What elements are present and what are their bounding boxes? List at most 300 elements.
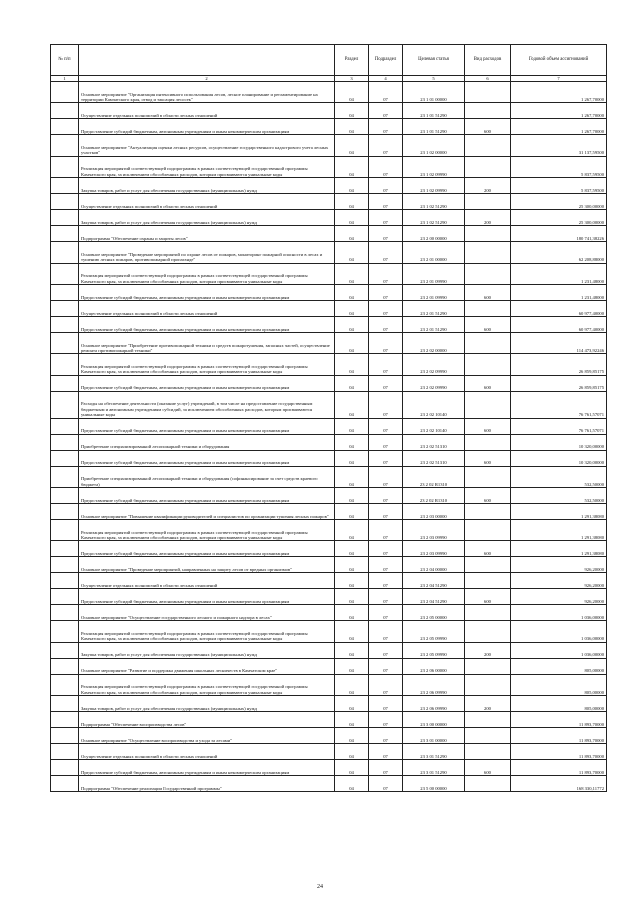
row-csr-cell: 23 2 02 00000 — [403, 332, 465, 353]
row-sum-cell: 805,00000 — [511, 674, 607, 695]
row-razdel-cell: 04 — [335, 487, 369, 503]
row-vr-cell — [465, 674, 511, 695]
row-razdel-cell: 04 — [335, 605, 369, 621]
row-name-cell: Предоставление субсидий бюджетным, автономным учреждениям и иным некоммерческим организациям — [79, 450, 335, 466]
row-number-cell — [51, 226, 79, 242]
table-row — [51, 284, 607, 300]
row-razdel-cell: 04 — [335, 242, 369, 263]
row-vr-cell — [465, 776, 511, 792]
row-vr-cell — [465, 391, 511, 418]
row-number-cell — [51, 194, 79, 210]
row-csr-cell: 23 3 01 00000 — [403, 728, 465, 744]
row-razdel-cell: 04 — [335, 316, 369, 332]
row-vr-cell — [465, 503, 511, 519]
row-csr-cell: 23 3 01 51290 — [403, 760, 465, 776]
row-podrazdel-cell: 07 — [369, 103, 403, 119]
row-podrazdel-cell: 07 — [369, 354, 403, 375]
row-name-cell: Основное мероприятие "Повышение квалификации руководителей и специалистов по организации тушения лесных пожаров" — [79, 503, 335, 519]
row-sum-cell: 1 267,70000 — [511, 103, 607, 119]
budget-table — [50, 44, 607, 792]
table-row — [51, 712, 607, 728]
row-podrazdel-cell: 07 — [369, 119, 403, 135]
row-vr-cell: 600 — [465, 375, 511, 391]
row-razdel-cell: 04 — [335, 744, 369, 760]
row-number-cell — [51, 589, 79, 605]
row-number-cell — [51, 658, 79, 674]
document-page — [50, 44, 606, 792]
row-number-cell — [51, 760, 79, 776]
row-podrazdel-cell: 07 — [369, 712, 403, 728]
row-name-cell: Предоставление субсидий бюджетным, автономным учреждениям и иным некоммерческим организациям — [79, 541, 335, 557]
row-podrazdel-cell: 07 — [369, 466, 403, 487]
row-vr-cell: 600 — [465, 284, 511, 300]
table-row — [51, 135, 607, 156]
row-sum-cell: 11 893,70000 — [511, 712, 607, 728]
row-razdel-cell: 04 — [335, 194, 369, 210]
row-number-cell — [51, 450, 79, 466]
row-name-cell: Закупка товаров, работ и услуг для обеспечения государственных (муниципальных) нужд — [79, 642, 335, 658]
row-csr-cell: 23 2 06 09990 — [403, 674, 465, 695]
row-sum-cell: 168 330,11772 — [511, 776, 607, 792]
row-vr-cell: 600 — [465, 316, 511, 332]
row-csr-cell: 23 1 02 00000 — [403, 135, 465, 156]
table-row — [51, 119, 607, 135]
row-podrazdel-cell: 07 — [369, 194, 403, 210]
row-name-cell: Осуществление отдельных полномочий в области лесных отношений — [79, 194, 335, 210]
row-name-cell: Основное мероприятие "Развитие и поддержка движения школьных лесничеств в Камчатском крае" — [79, 658, 335, 674]
row-razdel-cell: 04 — [335, 621, 369, 642]
column-number: 4 — [369, 76, 403, 82]
row-sum-cell: 1 231,48000 — [511, 284, 607, 300]
table-row — [51, 300, 607, 316]
row-number-cell — [51, 728, 79, 744]
row-vr-cell — [465, 135, 511, 156]
table-row — [51, 487, 607, 503]
row-vr-cell — [465, 82, 511, 103]
table-row — [51, 589, 607, 605]
row-sum-cell: 26 859,85175 — [511, 375, 607, 391]
row-vr-cell: 200 — [465, 642, 511, 658]
row-podrazdel-cell: 07 — [369, 316, 403, 332]
row-name-cell: Основное мероприятие "Организация интенсивного использования лесов, лесное планирование и регламентирование на территории Камчатского края, отвод и таксация лесосек" — [79, 82, 335, 103]
row-podrazdel-cell: 07 — [369, 674, 403, 695]
row-razdel-cell: 04 — [335, 332, 369, 353]
row-podrazdel-cell: 07 — [369, 776, 403, 792]
column-number: 2 — [79, 76, 335, 82]
row-csr-cell: 23 1 01 51290 — [403, 119, 465, 135]
row-csr-cell: 23 2 02 R1310 — [403, 487, 465, 503]
row-name-cell: Подпрограмма "Обеспечение реализации Государственной программы" — [79, 776, 335, 792]
row-name-cell: Приобретение специализированной лесопожарной техники и оборудования — [79, 434, 335, 450]
row-name-cell: Предоставление субсидий бюджетным, автономным учреждениям и иным некоммерческим организациям — [79, 316, 335, 332]
row-number-cell — [51, 519, 79, 540]
row-vr-cell — [465, 103, 511, 119]
row-csr-cell: 23 1 02 51290 — [403, 194, 465, 210]
row-podrazdel-cell: 07 — [369, 541, 403, 557]
table-row — [51, 744, 607, 760]
row-vr-cell — [465, 354, 511, 375]
row-vr-cell — [465, 605, 511, 621]
row-razdel-cell: 04 — [335, 466, 369, 487]
row-razdel-cell: 04 — [335, 263, 369, 284]
row-name-cell: Приобретение специализированной лесопожарной техники и оборудования (софинансирование за счет средств краевого бюджета) — [79, 466, 335, 487]
row-vr-cell — [465, 332, 511, 353]
table-row — [51, 263, 607, 284]
table-row — [51, 696, 607, 712]
row-podrazdel-cell: 07 — [369, 178, 403, 194]
row-podrazdel-cell: 07 — [369, 487, 403, 503]
row-name-cell: Реализация мероприятий соответствующей подпрограммы в рамках соответствующей государственной программы Камчатского края, за исключением обособленных расходов, которым присваиваются уникальные коды — [79, 519, 335, 540]
row-number-cell — [51, 776, 79, 792]
row-razdel-cell: 04 — [335, 119, 369, 135]
row-podrazdel-cell: 07 — [369, 418, 403, 434]
table-row — [51, 391, 607, 418]
row-sum-cell: 76 761,57071 — [511, 418, 607, 434]
row-name-cell: Осуществление отдельных полномочий в области лесных отношений — [79, 573, 335, 589]
row-csr-cell: 23 1 02 09990 — [403, 178, 465, 194]
row-sum-cell: 1 036,00000 — [511, 621, 607, 642]
table-row — [51, 178, 607, 194]
row-podrazdel-cell: 07 — [369, 156, 403, 177]
header-vr: Вид расходов — [465, 45, 511, 76]
row-vr-cell — [465, 573, 511, 589]
row-razdel-cell: 04 — [335, 82, 369, 103]
row-number-cell — [51, 391, 79, 418]
row-razdel-cell: 04 — [335, 696, 369, 712]
row-sum-cell: 1 291,38080 — [511, 541, 607, 557]
row-csr-cell: 23 2 03 09990 — [403, 519, 465, 540]
table-row — [51, 760, 607, 776]
row-sum-cell: 805,00000 — [511, 658, 607, 674]
row-name-cell: Реализация мероприятий соответствующей подпрограммы в рамках соответствующей государственной программы Камчатского края, за исключением обособленных расходов, которым присваиваются уникальные коды — [79, 674, 335, 695]
row-name-cell: Реализация мероприятий соответствующей подпрограммы в рамках соответствующей государственной программы Камчатского края, за исключением обособленных расходов, которым присваиваются уникальные коды — [79, 263, 335, 284]
row-csr-cell: 23 2 03 00000 — [403, 503, 465, 519]
row-name-cell: Закупка товаров, работ и услуг для обеспечения государственных (муниципальных) нужд — [79, 178, 335, 194]
row-podrazdel-cell: 07 — [369, 300, 403, 316]
table-row — [51, 103, 607, 119]
table-row — [51, 418, 607, 434]
row-name-cell: Предоставление субсидий бюджетным, автономным учреждениям и иным некоммерческим организациям — [79, 760, 335, 776]
header-sum: Годовой объем ассигнований — [511, 45, 607, 76]
row-csr-cell: 23 2 05 00000 — [403, 605, 465, 621]
row-vr-cell: 600 — [465, 418, 511, 434]
row-razdel-cell: 04 — [335, 658, 369, 674]
table-row — [51, 375, 607, 391]
row-number-cell — [51, 487, 79, 503]
row-csr-cell: 23 3 01 51290 — [403, 744, 465, 760]
row-podrazdel-cell: 07 — [369, 82, 403, 103]
row-number-cell — [51, 434, 79, 450]
row-name-cell: Предоставление субсидий бюджетным, автономным учреждениям и иным некоммерческим организациям — [79, 487, 335, 503]
row-podrazdel-cell: 07 — [369, 589, 403, 605]
row-name-cell: Основное мероприятие "Проведение мероприятий, направленных на защиту лесов от вредных организмов" — [79, 557, 335, 573]
table-row — [51, 621, 607, 642]
row-razdel-cell: 04 — [335, 519, 369, 540]
row-vr-cell: 200 — [465, 178, 511, 194]
row-vr-cell — [465, 519, 511, 540]
row-sum-cell: 25 300,00000 — [511, 194, 607, 210]
table-row — [51, 226, 607, 242]
row-vr-cell — [465, 621, 511, 642]
row-sum-cell: 926,20000 — [511, 557, 607, 573]
column-number: 7 — [511, 76, 607, 82]
row-sum-cell: 11 893,70000 — [511, 744, 607, 760]
row-razdel-cell: 04 — [335, 541, 369, 557]
table-row — [51, 658, 607, 674]
row-number-cell — [51, 354, 79, 375]
row-number-cell — [51, 284, 79, 300]
row-podrazdel-cell: 07 — [369, 519, 403, 540]
row-name-cell: Основное мероприятие "Проведение мероприятий по охране лесов от пожаров, мониторинг пожарной опасности в лесах и тушению лесных пожаров, противопожарной пропаганде" — [79, 242, 335, 263]
row-razdel-cell: 04 — [335, 178, 369, 194]
row-podrazdel-cell: 07 — [369, 642, 403, 658]
row-razdel-cell: 04 — [335, 226, 369, 242]
table-row — [51, 642, 607, 658]
row-podrazdel-cell: 07 — [369, 210, 403, 226]
row-number-cell — [51, 642, 79, 658]
row-number-cell — [51, 503, 79, 519]
row-podrazdel-cell: 07 — [369, 621, 403, 642]
row-name-cell: Реализация мероприятий соответствующей подпрограммы в рамках соответствующей государственной программы Камчатского края, за исключением обособленных расходов, которым присваиваются уникальные коды — [79, 354, 335, 375]
row-csr-cell: 23 2 01 09990 — [403, 263, 465, 284]
row-csr-cell: 23 2 05 09990 — [403, 621, 465, 642]
row-sum-cell: 25 300,00000 — [511, 210, 607, 226]
row-sum-cell: 11 893,70000 — [511, 760, 607, 776]
row-razdel-cell: 04 — [335, 354, 369, 375]
row-name-cell: Предоставление субсидий бюджетным, автономным учреждениям и иным некоммерческим организациям — [79, 589, 335, 605]
table-row — [51, 573, 607, 589]
row-name-cell: Предоставление субсидий бюджетным, автономным учреждениям и иным некоммерческим организациям — [79, 119, 335, 135]
row-number-cell — [51, 210, 79, 226]
row-name-cell: Реализация мероприятий соответствующей подпрограммы в рамках соответствующей государственной программы Камчатского края, за исключением обособленных расходов, которым присваиваются уникальные коды — [79, 156, 335, 177]
table-row — [51, 316, 607, 332]
row-vr-cell: 600 — [465, 589, 511, 605]
row-csr-cell: 23 1 01 51290 — [403, 103, 465, 119]
row-razdel-cell: 04 — [335, 712, 369, 728]
row-podrazdel-cell: 07 — [369, 375, 403, 391]
row-name-cell: Осуществление отдельных полномочий в области лесных отношений — [79, 744, 335, 760]
row-razdel-cell: 04 — [335, 375, 369, 391]
table-row — [51, 557, 607, 573]
row-sum-cell: 10 320,00000 — [511, 434, 607, 450]
row-podrazdel-cell: 07 — [369, 226, 403, 242]
row-sum-cell: 114 473,92246 — [511, 332, 607, 353]
row-razdel-cell: 04 — [335, 300, 369, 316]
row-podrazdel-cell: 07 — [369, 557, 403, 573]
row-razdel-cell: 04 — [335, 135, 369, 156]
table-row — [51, 332, 607, 353]
row-vr-cell: 200 — [465, 696, 511, 712]
row-vr-cell — [465, 658, 511, 674]
row-name-cell: Предоставление субсидий бюджетным, автономным учреждениям и иным некоммерческим организациям — [79, 284, 335, 300]
row-razdel-cell: 04 — [335, 642, 369, 658]
row-sum-cell: 11 893,70000 — [511, 728, 607, 744]
row-number-cell — [51, 712, 79, 728]
table-row — [51, 434, 607, 450]
row-razdel-cell: 04 — [335, 210, 369, 226]
row-csr-cell: 23 2 01 51290 — [403, 316, 465, 332]
row-sum-cell: 1 267,70000 — [511, 119, 607, 135]
row-name-cell: Предоставление субсидий бюджетным, автономным учреждениям и иным некоммерческим организациям — [79, 418, 335, 434]
row-number-cell — [51, 744, 79, 760]
row-podrazdel-cell: 07 — [369, 263, 403, 284]
row-vr-cell — [465, 712, 511, 728]
row-razdel-cell: 04 — [335, 284, 369, 300]
row-vr-cell — [465, 434, 511, 450]
row-number-cell — [51, 466, 79, 487]
row-podrazdel-cell: 07 — [369, 450, 403, 466]
row-csr-cell: 23 2 05 09990 — [403, 642, 465, 658]
row-podrazdel-cell: 07 — [369, 744, 403, 760]
table-row — [51, 194, 607, 210]
table-row — [51, 450, 607, 466]
row-podrazdel-cell: 07 — [369, 242, 403, 263]
row-razdel-cell: 04 — [335, 503, 369, 519]
row-vr-cell — [465, 744, 511, 760]
row-podrazdel-cell: 07 — [369, 434, 403, 450]
row-csr-cell: 23 2 02 10140 — [403, 418, 465, 434]
row-razdel-cell: 04 — [335, 589, 369, 605]
row-number-cell — [51, 674, 79, 695]
row-name-cell: Подпрограмма "Обеспечение охраны и защиты лесов" — [79, 226, 335, 242]
table-row — [51, 728, 607, 744]
row-csr-cell: 23 2 04 00000 — [403, 557, 465, 573]
row-vr-cell — [465, 263, 511, 284]
row-sum-cell: 62 208,88000 — [511, 242, 607, 263]
row-sum-cell: 180 741,38226 — [511, 226, 607, 242]
row-number-cell — [51, 242, 79, 263]
row-vr-cell: 600 — [465, 119, 511, 135]
row-sum-cell: 26 859,85175 — [511, 354, 607, 375]
row-sum-cell: 1 036,00000 — [511, 605, 607, 621]
row-sum-cell: 10 320,00000 — [511, 450, 607, 466]
row-number-cell — [51, 135, 79, 156]
row-razdel-cell: 04 — [335, 674, 369, 695]
row-razdel-cell: 04 — [335, 450, 369, 466]
row-number-cell — [51, 573, 79, 589]
row-name-cell: Основное мероприятие "Осуществление воспроизводства и ухода за лесами" — [79, 728, 335, 744]
row-razdel-cell: 04 — [335, 573, 369, 589]
row-name-cell: Осуществление отдельных полномочий в области лесных отношений — [79, 300, 335, 316]
row-razdel-cell: 04 — [335, 156, 369, 177]
column-number: 1 — [51, 76, 79, 82]
row-name-cell: Расходы на обеспечение деятельности (оказание услуг) учреждений, в том числе на предоставление государственным бюджетным и автономным учреждениям субсидий, за исключением обособленных расходов, которым присваиваются уникальные коды — [79, 391, 335, 418]
table-row — [51, 156, 607, 177]
row-csr-cell: 23 1 01 00000 — [403, 82, 465, 103]
row-podrazdel-cell: 07 — [369, 605, 403, 621]
row-csr-cell: 23 2 03 09990 — [403, 541, 465, 557]
header-no: № п/п — [51, 45, 79, 76]
row-sum-cell: 60 977,40000 — [511, 316, 607, 332]
row-number-cell — [51, 316, 79, 332]
row-csr-cell: 23 2 00 00000 — [403, 226, 465, 242]
row-number-cell — [51, 263, 79, 284]
row-number-cell — [51, 119, 79, 135]
column-number: 3 — [335, 76, 369, 82]
table-row — [51, 354, 607, 375]
table-row — [51, 466, 607, 487]
row-razdel-cell: 04 — [335, 728, 369, 744]
row-sum-cell: 532,50000 — [511, 487, 607, 503]
row-number-cell — [51, 418, 79, 434]
row-number-cell — [51, 557, 79, 573]
row-name-cell: Основное мероприятие "Приобретение противопожарной техники и средств пожаротушения, запасных частей, осуществление ремонта противопожарной техники" — [79, 332, 335, 353]
row-csr-cell: 23 2 01 09990 — [403, 284, 465, 300]
row-podrazdel-cell: 07 — [369, 135, 403, 156]
header-razdel: Раздел — [335, 45, 369, 76]
row-sum-cell: 805,00000 — [511, 696, 607, 712]
table-row — [51, 210, 607, 226]
row-csr-cell: 23 5 00 00000 — [403, 776, 465, 792]
row-podrazdel-cell: 07 — [369, 391, 403, 418]
row-csr-cell: 23 1 02 51290 — [403, 210, 465, 226]
table-row — [51, 503, 607, 519]
row-sum-cell: 31 137,59500 — [511, 135, 607, 156]
row-vr-cell: 600 — [465, 541, 511, 557]
row-csr-cell: 23 3 00 00000 — [403, 712, 465, 728]
table-body — [51, 82, 607, 792]
table-header-row — [51, 45, 607, 76]
row-sum-cell: 76 761,57071 — [511, 391, 607, 418]
row-name-cell: Основное мероприятие "Осуществление государственного лесного и пожарного надзора в лесах" — [79, 605, 335, 621]
row-podrazdel-cell: 07 — [369, 760, 403, 776]
row-vr-cell — [465, 156, 511, 177]
row-number-cell — [51, 605, 79, 621]
row-sum-cell: 60 977,40000 — [511, 300, 607, 316]
row-number-cell — [51, 541, 79, 557]
row-sum-cell: 532,50000 — [511, 466, 607, 487]
row-razdel-cell: 04 — [335, 434, 369, 450]
row-name-cell: Подпрограмма "Обеспечение воспроизводства лесов" — [79, 712, 335, 728]
row-csr-cell: 23 2 02 51310 — [403, 434, 465, 450]
row-razdel-cell: 04 — [335, 776, 369, 792]
row-razdel-cell: 04 — [335, 760, 369, 776]
row-name-cell: Реализация мероприятий соответствующей подпрограммы в рамках соответствующей государственной программы Камчатского края, за исключением обособленных расходов, которым присваиваются уникальные коды — [79, 621, 335, 642]
row-vr-cell — [465, 466, 511, 487]
column-number: 6 — [465, 76, 511, 82]
table-row — [51, 82, 607, 103]
row-razdel-cell: 04 — [335, 391, 369, 418]
row-csr-cell: 23 2 06 09990 — [403, 696, 465, 712]
row-podrazdel-cell: 07 — [369, 728, 403, 744]
row-sum-cell: 5 837,59500 — [511, 156, 607, 177]
row-sum-cell: 1 267,70000 — [511, 82, 607, 103]
row-vr-cell — [465, 242, 511, 263]
header-podrazdel: Подраздел — [369, 45, 403, 76]
row-sum-cell: 1 291,38080 — [511, 503, 607, 519]
row-vr-cell: 600 — [465, 450, 511, 466]
row-podrazdel-cell: 07 — [369, 658, 403, 674]
row-vr-cell: 600 — [465, 760, 511, 776]
row-csr-cell: 23 2 02 51310 — [403, 450, 465, 466]
row-vr-cell: 200 — [465, 210, 511, 226]
table-row — [51, 242, 607, 263]
row-csr-cell: 23 2 02 09990 — [403, 375, 465, 391]
row-podrazdel-cell: 07 — [369, 573, 403, 589]
row-name-cell: Предоставление субсидий бюджетным, автономным учреждениям и иным некоммерческим организациям — [79, 375, 335, 391]
row-number-cell — [51, 621, 79, 642]
row-csr-cell: 23 2 02 10140 — [403, 391, 465, 418]
row-name-cell: Осуществление отдельных полномочий в области лесных отношений — [79, 103, 335, 119]
row-vr-cell — [465, 728, 511, 744]
row-number-cell — [51, 696, 79, 712]
row-vr-cell — [465, 557, 511, 573]
row-sum-cell: 1 291,38080 — [511, 519, 607, 540]
header-csr: Целевая статья — [403, 45, 465, 76]
row-vr-cell — [465, 226, 511, 242]
row-number-cell — [51, 375, 79, 391]
row-number-cell — [51, 103, 79, 119]
